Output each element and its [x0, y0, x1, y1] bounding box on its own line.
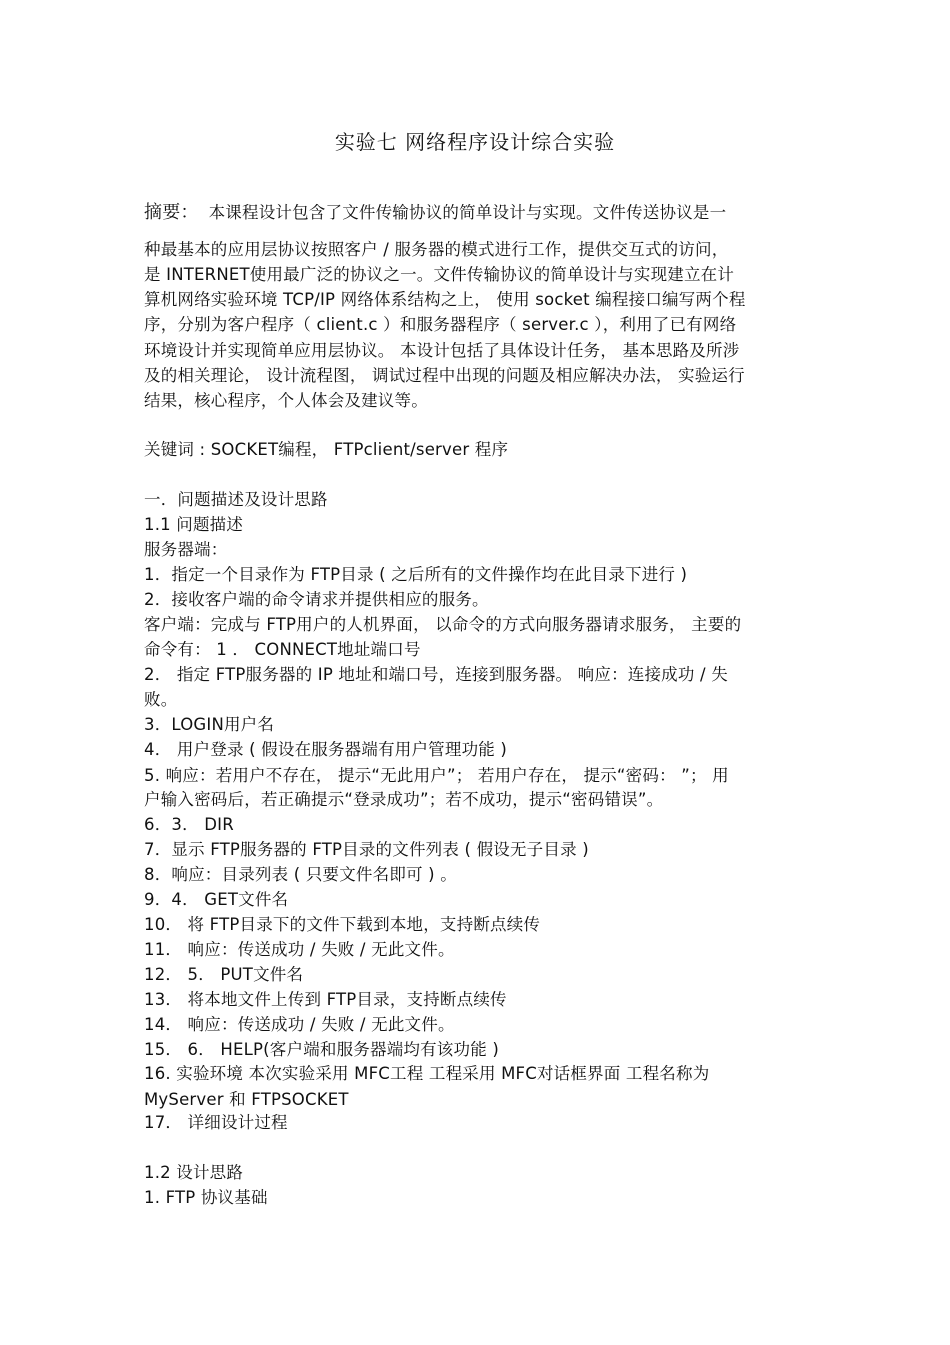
body-line: 2． 指定 FTP服务器的 IP 地址和端口号，连接到服务器。 响应：连接成功 / 失 [144, 665, 728, 684]
body-line: 1．指定一个目录作为 FTP目录 ( 之后所有的文件操作均在此目录下进行 ) [144, 565, 688, 584]
abstract-line: 环境设计并实现简单应用层协议。 本设计包括了具体设计任务， 基本思路及所涉 [144, 341, 740, 360]
subsection-heading: 1.1 问题描述 [144, 515, 244, 534]
body-line: 16. 实验环境 本次实验采用 MFC工程 工程采用 MFC对话框界面 工程名称为 [144, 1064, 710, 1083]
section-heading: 一．问题描述及设计思路 [144, 490, 328, 509]
body-line: 4． 用户登录 ( 假设在服务器端有用户管理功能 ) [144, 740, 508, 759]
abstract-line: 是 INTERNET使用最广泛的协议之一。文件传输协议的简单设计与实现建立在计 [144, 265, 735, 284]
body-line: 服务器端： [144, 540, 228, 559]
body-line: 12． 5． PUT文件名 [144, 965, 304, 984]
body-line: 13． 将本地文件上传到 FTP目录，支持断点续传 [144, 990, 507, 1009]
body-line: 客户端：完成与 FTP用户的人机界面， 以命令的方式向服务器请求服务， 主要的 [144, 615, 742, 634]
subsection-heading: 1.2 设计思路 [144, 1163, 244, 1182]
body-line: 败。 [144, 690, 178, 709]
body-line: MyServer 和 FTPSOCKET [144, 1090, 349, 1109]
body-line: 1. FTP 协议基础 [144, 1188, 268, 1207]
body-line: 户输入密码后，若正确提示“登录成功”；若不成功，提示“密码错误”。 [144, 790, 664, 809]
abstract-text: 本课程设计包含了文件传输协议的简单设计与实现。文件传送协议是一 [208, 203, 727, 222]
body-line: 8．响应：目录列表 ( 只要文件名即可 ) 。 [144, 865, 457, 884]
abstract-line: 序，分别为客户程序（ client.c ）和服务器程序（ server.c ），利用了已有网络 [144, 315, 737, 334]
abstract-line: 及的相关理论， 设计流程图， 调试过程中出现的问题及相应解决办法， 实验运行 [144, 366, 745, 385]
body-line: 命令有： 1 ． CONNECT地址端口号 [144, 640, 421, 659]
body-line: 5. 响应：若用户不存在， 提示“无此用户”； 若用户存在， 提示“密码： ”； 用 [144, 766, 729, 785]
body-line: 11． 响应：传送成功 / 失败 / 无此文件。 [144, 940, 455, 959]
body-line: 2．接收客户端的命令请求并提供相应的服务。 [144, 590, 489, 609]
body-line: 7．显示 FTP服务器的 FTP目录的文件列表 ( 假设无子目录 ) [144, 840, 589, 859]
abstract-line: 种最基本的应用层协议按照客户 / 服务器的模式进行工作，提供交互式的访问， [144, 240, 729, 259]
body-line: 10． 将 FTP目录下的文件下载到本地，支持断点续传 [144, 915, 541, 934]
abstract-line [144, 203, 726, 223]
body-line: 9．4． GET文件名 [144, 890, 289, 909]
body-line: 14． 响应：传送成功 / 失败 / 无此文件。 [144, 1015, 455, 1034]
body-line: 17． 详细设计过程 [144, 1113, 288, 1132]
body-line: 15． 6． HELP(客户端和服务器端均有该功能 ) [144, 1040, 499, 1059]
body-line: 6．3． DIR [144, 815, 234, 834]
abstract-label: 摘要： [144, 202, 199, 223]
abstract-line: 结果，核心程序，个人体会及建议等。 [144, 391, 428, 410]
abstract-line: 算机网络实验环境 TCP/IP 网络体系结构之上， 使用 socket 编程接口编写两个程 [144, 290, 746, 309]
body-line: 3．LOGIN用户名 [144, 715, 275, 734]
keywords: 关键词 : SOCKET编程， FTPclient/server 程序 [144, 440, 509, 459]
document-title: 实验七 网络程序设计综合实验 [334, 130, 616, 154]
